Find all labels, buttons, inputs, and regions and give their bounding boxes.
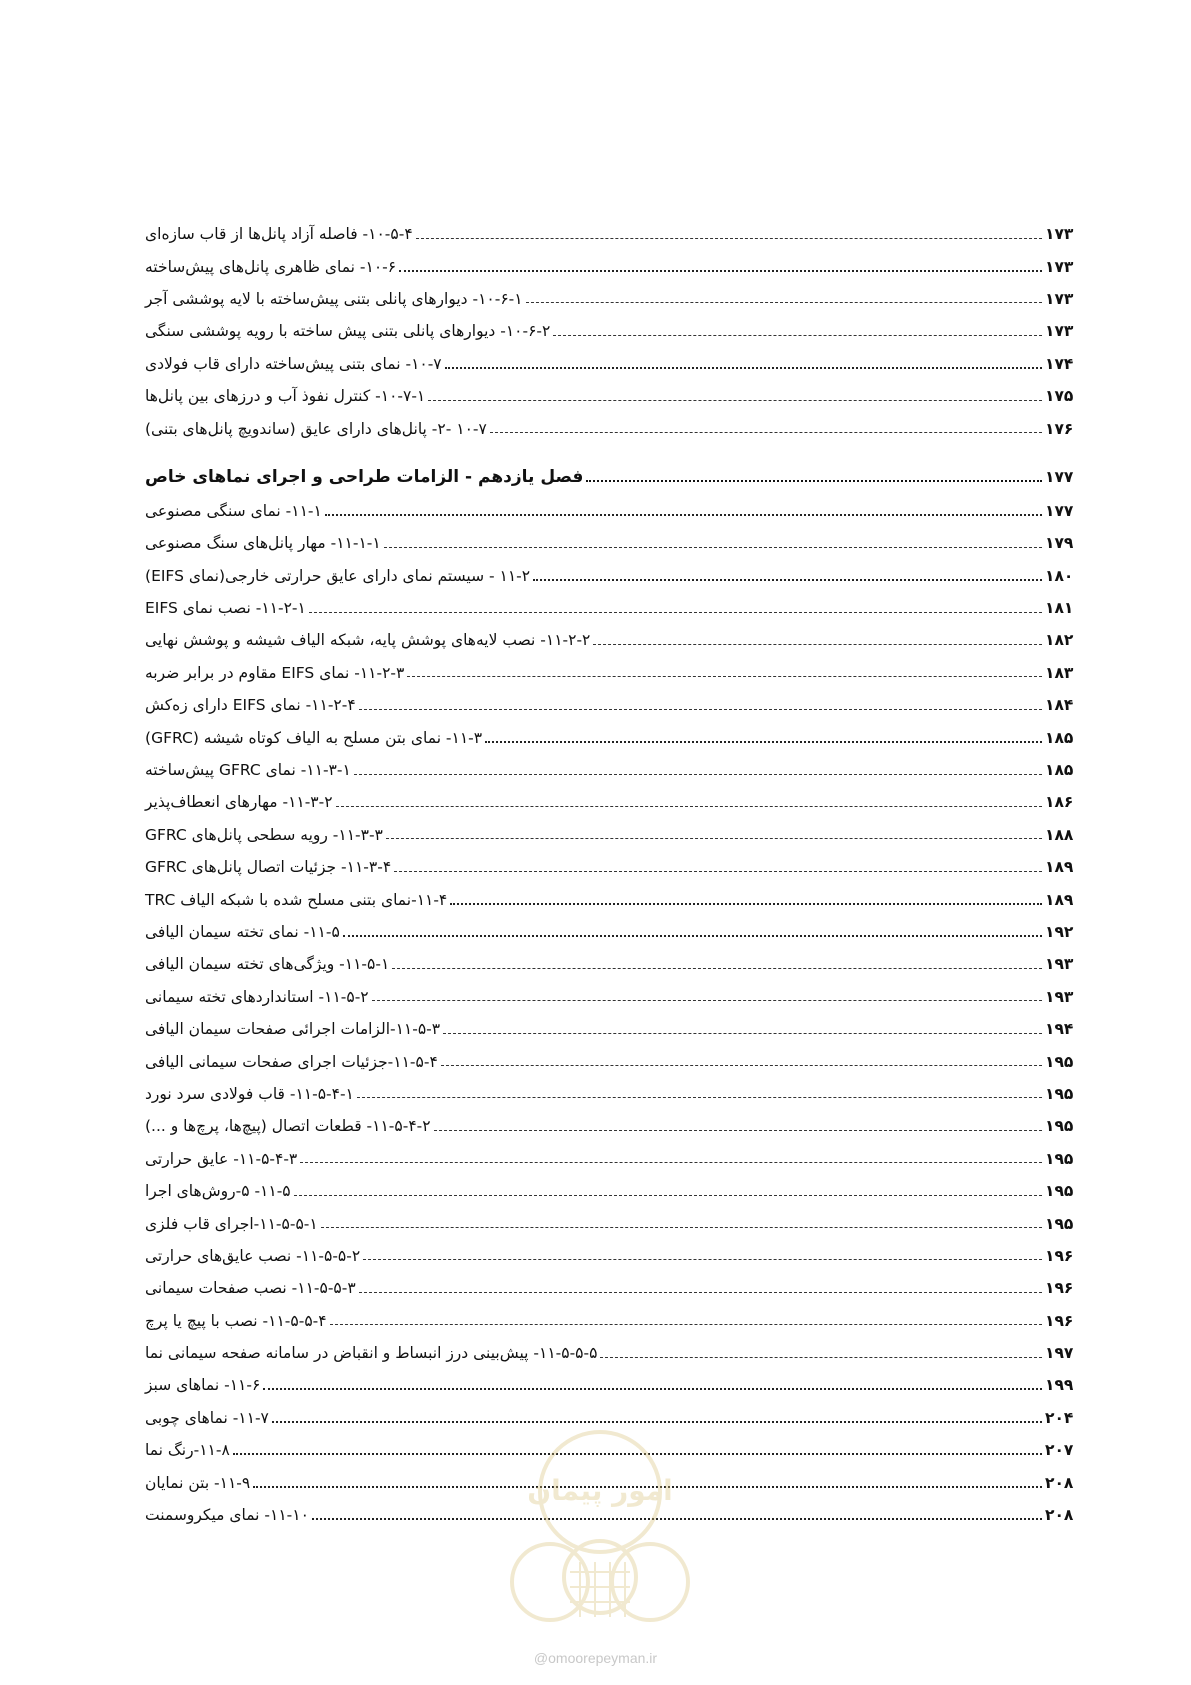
toc-entry[interactable] [143, 495, 1085, 527]
toc-entry[interactable] [143, 819, 1085, 851]
svg-text:امور پیمان: امور پیمان [527, 1474, 673, 1507]
toc-entry-page: ۱۸۳ [1045, 663, 1074, 682]
toc-leader [553, 335, 1042, 336]
toc-entry[interactable] [143, 1045, 1085, 1077]
toc-entry-page: ۱۹۷ [1045, 1344, 1074, 1363]
toc-leader [586, 480, 1042, 482]
toc-entry[interactable] [143, 1337, 1085, 1369]
toc-entry-title: ۱۱-۵-۴-۲- قطعات اتصال (پیچ‌ها، پرچ‌ها و ...) [145, 1117, 431, 1136]
toc-entry[interactable] [143, 754, 1085, 786]
toc-entry-page: ۱۹۵ [1045, 1214, 1074, 1233]
toc-entry-title: ۱۱-۲-۲- نصب لایه‌های پوشش پایه، شبکه الیاف شیشه و پوشش نهایی [145, 631, 591, 650]
toc-entry[interactable] [143, 412, 1085, 444]
toc-leader [372, 1000, 1042, 1001]
toc-leader [354, 774, 1042, 775]
toc-entry[interactable] [143, 1272, 1085, 1304]
toc-entry-page: ۲۰۸ [1045, 1506, 1074, 1525]
toc-entry[interactable] [143, 1305, 1085, 1337]
toc-entry-page: ۱۸۸ [1045, 825, 1074, 844]
toc-entry[interactable] [143, 1078, 1085, 1110]
toc-leader [392, 968, 1042, 969]
toc-entry-page: ۱۹۵ [1045, 1117, 1074, 1136]
toc-entry-title: ۱۱-۵- ۵-روش‌های اجرا [145, 1182, 291, 1201]
toc-leader [363, 1259, 1042, 1260]
toc-entry-title: ۱۱-۱-۱- مهار پانل‌های سنگ مصنوعی [145, 534, 381, 553]
toc-leader [300, 1162, 1042, 1163]
toc-leader [394, 871, 1042, 872]
toc-entry-title: فصل یازدهم - الزامات طراحی و اجرای نماهای خاص [145, 466, 584, 487]
toc-entry[interactable] [143, 948, 1085, 980]
toc-leader [593, 644, 1042, 645]
toc-entry-title: ۱۱-۵- نمای تخته سیمان الیافی [145, 923, 340, 941]
toc-entry-page: ۱۹۶ [1045, 1279, 1074, 1298]
toc-leader [321, 1227, 1042, 1228]
toc-entry-title: ۱۱-۲ - سیستم نمای دارای عایق حرارتی خارجی(نمای EIFS) [145, 566, 531, 585]
toc-entry-page: ۱۹۴ [1045, 1020, 1074, 1039]
toc-entry[interactable] [143, 916, 1085, 948]
toc-leader [450, 903, 1042, 905]
toc-entry-page: ۱۹۵ [1045, 1182, 1074, 1201]
toc-entry-page: ۱۹۲ [1045, 923, 1074, 941]
toc-leader [445, 367, 1042, 369]
toc-entry-page: ۱۷۴ [1045, 354, 1074, 373]
toc-entry[interactable] [143, 315, 1085, 347]
toc-leader [600, 1357, 1042, 1358]
toc-leader [441, 1065, 1042, 1066]
toc-entry-title: ۱۱-۳-۴- جزئیات اتصال پانل‌های GFRC [145, 858, 392, 877]
toc-leader [263, 1388, 1042, 1390]
toc-leader [359, 709, 1042, 710]
toc-entry[interactable] [143, 592, 1085, 624]
toc-entry[interactable] [143, 624, 1085, 656]
toc-leader [309, 612, 1042, 613]
toc-entry-page: ۱۷۳ [1045, 257, 1074, 276]
toc-entry[interactable] [143, 348, 1085, 380]
toc-entry-title: ۱۱-۵-۵-۳- نصب صفحات سیمانی [145, 1279, 356, 1298]
toc-entry-title: ۱۱-۳-۱- نمای GFRC پیش‌ساخته [145, 761, 351, 780]
toc-entry[interactable] [143, 657, 1085, 689]
toc-entry[interactable] [143, 1110, 1085, 1142]
toc-entry-title: ۱۰-۵-۴- فاصله آزاد پانل‌ها از قاب سازه‌ای [145, 225, 413, 244]
toc-leader [533, 579, 1042, 581]
toc-entry-page: ۱۸۹ [1045, 858, 1074, 877]
toc-entry[interactable] [143, 1175, 1085, 1207]
toc-leader [416, 238, 1042, 239]
toc-entry-title: ۱۱-۲-۱- نصب نمای EIFS [145, 599, 306, 618]
toc-entry-title: ۱۱-۹- بتن نمایان [145, 1473, 251, 1492]
toc-entry-title: ۱۱-۵-۴-۱- قاب فولادی سرد نورد [145, 1084, 354, 1103]
toc-entry[interactable] [143, 218, 1085, 250]
toc-entry[interactable] [143, 1207, 1085, 1239]
toc-leader [490, 432, 1042, 433]
toc-entry-title: ۱۱-۸-رنگ نما [145, 1441, 230, 1460]
toc-entry-page: ۲۰۷ [1045, 1441, 1074, 1460]
toc-entry-title: ۱۰-۷- نمای بتنی پیش‌ساخته دارای قاب فولادی [145, 354, 442, 373]
toc-entry-title: ۱۱-۱۰- نمای میکروسمنت [145, 1506, 309, 1525]
toc-leader [336, 806, 1042, 807]
toc-entry-page: ۱۸۰ [1045, 566, 1074, 585]
toc-entry-title: ۱۰-۶-۱- دیوارهای پانلی بتنی پیش‌ساخته با لایه پوششی آجر [145, 289, 523, 308]
toc-entry[interactable] [143, 786, 1085, 818]
toc-leader [343, 935, 1042, 937]
toc-entry[interactable] [143, 981, 1085, 1013]
toc-leader [485, 741, 1042, 743]
toc-entry-page: ۱۷۵ [1045, 387, 1074, 406]
toc-entry-page: ۱۷۶ [1045, 419, 1074, 438]
watermark-logo-icon [500, 1422, 700, 1632]
toc-entry-title: ۱۱-۵-۴-جزئیات اجرای صفحات سیمانی الیافی [145, 1052, 438, 1071]
toc-entry-title: ۱۱-۶- نماهای سبز [145, 1376, 261, 1395]
toc-entry-page: ۱۷۷ [1045, 467, 1074, 486]
toc-entry-page: ۱۹۵ [1045, 1052, 1074, 1071]
toc-leader [386, 838, 1042, 839]
toc-entry-title: ۱۱-۵-۲- استانداردهای تخته سیمانی [145, 987, 369, 1006]
toc-leader [384, 547, 1042, 548]
toc-entry[interactable] [143, 283, 1085, 315]
toc-entry-page: ۱۷۷ [1045, 501, 1074, 520]
toc-leader [434, 1130, 1042, 1131]
toc-entry-page: ۱۹۳ [1045, 955, 1074, 974]
toc-leader [428, 400, 1042, 401]
toc-entry[interactable] [143, 1143, 1085, 1175]
toc-entry-page: ۱۸۴ [1045, 696, 1074, 715]
toc-leader [407, 676, 1042, 677]
toc-entry[interactable] [143, 560, 1085, 592]
toc-entry-title: ۱۱-۴-نمای بتنی مسلح شده با شبکه الیاف TRC [145, 890, 448, 909]
toc-entry[interactable] [143, 1013, 1085, 1045]
toc-entry-title: ۱۰-۶-۲- دیوارهای پانلی بتنی پیش ساخته با رویه پوششی سنگی [145, 322, 551, 341]
toc-leader [294, 1195, 1042, 1196]
toc-entry[interactable] [143, 1369, 1085, 1401]
toc-entry-page: ۲۰۸ [1045, 1473, 1074, 1492]
toc-entry-page: ۱۹۶ [1045, 1246, 1074, 1265]
toc-entry[interactable] [143, 250, 1085, 282]
toc-entry-title: ۱۱-۱- نمای سنگی مصنوعی [145, 501, 322, 520]
toc-entry-title: ۱۱-۵-۵-۵- پیش‌بینی درز انبساط و انقباض در سامانه صفحه سیمانی نما [145, 1344, 598, 1363]
toc-entry-title: ۱۱-۳-۲- مهارهای انعطاف‌پذیر [145, 793, 333, 812]
toc-entry-page: ۱۷۳ [1045, 322, 1074, 341]
toc-entry-page: ۱۸۲ [1045, 631, 1074, 650]
toc-entry-title: ۱۱-۲-۴- نمای EIFS دارای زه‌کش [145, 696, 356, 715]
toc-entry[interactable] [143, 721, 1085, 753]
toc-entry-title: ۱۱-۳- نمای بتن مسلح به الیاف کوتاه شیشه (GFRC) [145, 728, 483, 747]
toc-entry-page: ۱۸۵ [1045, 761, 1074, 780]
toc-leader [526, 302, 1042, 303]
toc-entry-title: ۱۱-۵-۴-۳- عایق حرارتی [145, 1149, 298, 1168]
toc-entry-page: ۱۷۹ [1045, 534, 1074, 553]
toc-entry[interactable] [143, 851, 1085, 883]
toc-leader [399, 270, 1042, 272]
toc-entry-title: ۱۱-۵-۵-۱-اجرای قاب فلزی [145, 1214, 318, 1233]
toc-leader [325, 514, 1042, 516]
toc-entry[interactable] [143, 883, 1085, 915]
toc-leader [443, 1033, 1042, 1034]
toc-entry-title: ۱۰-۷ -۲- پانل‌های دارای عایق (ساندویچ پانل‌های بتنی) [145, 419, 487, 438]
table-of-contents [143, 218, 1085, 1531]
toc-entry-page: ۱۸۱ [1045, 599, 1074, 618]
toc-entry-title: ۱۱-۳-۳- رویه سطحی پانل‌های GFRC [145, 825, 383, 844]
toc-leader [359, 1292, 1042, 1293]
toc-leader [330, 1324, 1042, 1325]
toc-entry-title: ۱۰-۷-۱- کنترل نفوذ آب و درزهای بین پانل‌ها [145, 387, 426, 406]
footer-site: @omoorepeyman.ir [533, 1650, 658, 1666]
toc-entry-title: ۱۱-۷- نماهای چوبی [145, 1408, 269, 1427]
toc-entry-page: ۱۷۳ [1045, 289, 1074, 308]
toc-entry-title: ۱۱-۵-۵-۴- نصب با پیچ یا پرچ [145, 1311, 327, 1330]
toc-entry-page: ۱۸۵ [1045, 728, 1074, 747]
toc-leader [357, 1097, 1042, 1098]
toc-entry-page: ۱۹۳ [1045, 987, 1074, 1006]
toc-entry-page: ۱۹۵ [1045, 1084, 1074, 1103]
toc-entry-page: ۱۹۶ [1045, 1311, 1074, 1330]
toc-entry-page: ۱۸۶ [1045, 793, 1074, 812]
toc-entry-title: ۱۱-۵-۵-۲- نصب عایق‌های حرارتی [145, 1246, 361, 1265]
toc-entry-page: ۱۹۹ [1045, 1376, 1074, 1395]
toc-entry[interactable] [143, 380, 1085, 412]
toc-entry-page: ۱۹۵ [1045, 1149, 1074, 1168]
toc-entry-title: ۱۱-۲-۳- نمای EIFS مقاوم در برابر ضربه [145, 663, 405, 682]
toc-entry-page: ۲۰۴ [1045, 1408, 1074, 1427]
toc-entry-title: ۱۰-۶- نمای ظاهری پانل‌های پیش‌ساخته [145, 257, 397, 276]
toc-entry-title: ۱۱-۵-۳-الزامات اجرائی صفحات سیمان الیافی [145, 1020, 441, 1039]
toc-entry-title: ۱۱-۵-۱- ویژگی‌های تخته سیمان الیافی [145, 955, 390, 974]
chapter-heading[interactable] [143, 459, 1085, 495]
toc-entry-page: ۱۷۳ [1045, 225, 1074, 244]
toc-entry[interactable] [143, 527, 1085, 559]
toc-entry-page: ۱۸۹ [1045, 890, 1074, 909]
toc-entry[interactable] [143, 1240, 1085, 1272]
toc-entry[interactable] [143, 689, 1085, 721]
